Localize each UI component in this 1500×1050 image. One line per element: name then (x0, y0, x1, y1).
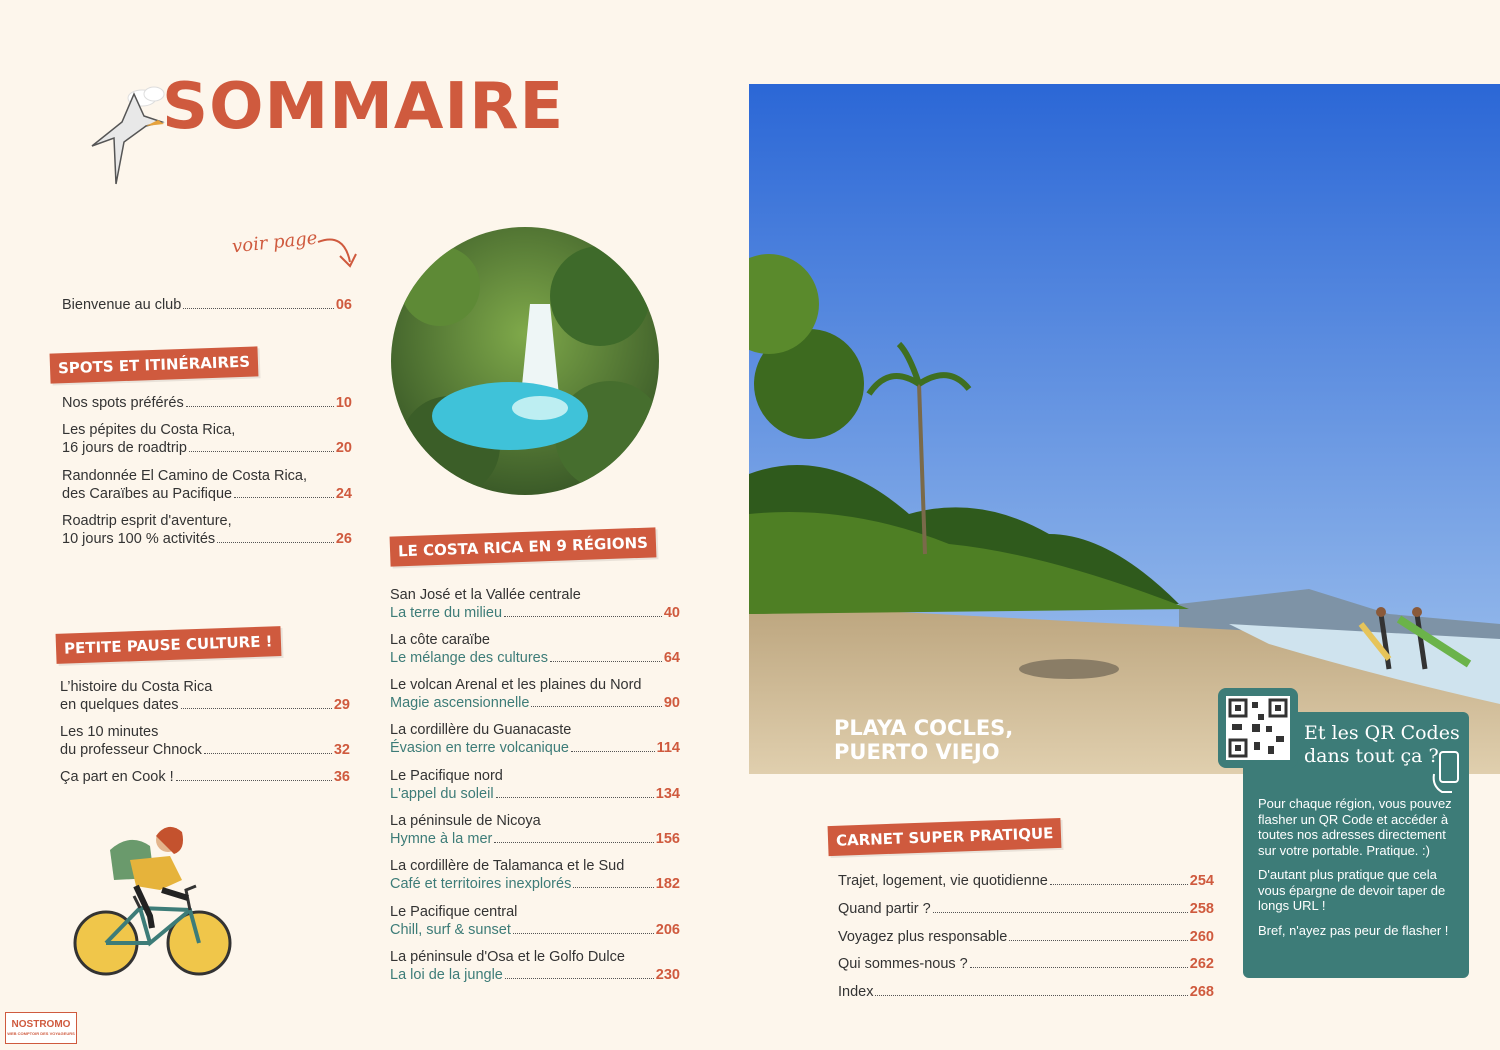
entry-sublabel: des Caraïbes au Pacifique (62, 486, 233, 502)
section-banner-carnet: CARNET SUPER PRATIQUE (828, 818, 1062, 856)
entry-page: 114 (656, 740, 680, 756)
beach-photo (749, 84, 1500, 774)
toc-entry[interactable] (390, 586, 680, 622)
entry-page: 40 (663, 605, 680, 621)
toc-entry[interactable] (838, 983, 1214, 1001)
entry-sublabel: Café et territoires inexplorés (390, 876, 572, 892)
entry-sublabel: La loi de la jungle (390, 967, 503, 983)
toc-entry[interactable] (62, 394, 352, 412)
caption-line: PUERTO VIEJO (834, 740, 1000, 764)
entry-label: Nos spots préférés (62, 395, 184, 411)
toc-entry[interactable] (838, 928, 1214, 946)
entry-sublabel: La terre du milieu (390, 605, 503, 621)
toc-entry[interactable] (60, 768, 350, 786)
entry-page: 156 (655, 831, 680, 847)
toc-entry[interactable] (390, 903, 680, 939)
logo-tagline: WEB COMPTOIR DES VOYAGEURS (7, 1031, 75, 1036)
toc-entry[interactable] (62, 467, 352, 503)
entry-sublabel: Évasion en terre volcanique (390, 740, 569, 756)
entry-label: L’histoire du Costa Rica (60, 679, 213, 695)
section-banner-regions: LE COSTA RICA EN 9 RÉGIONS (390, 527, 657, 566)
qr-code-icon (1226, 696, 1290, 760)
entry-label: Le volcan Arenal et les plaines du Nord (390, 677, 642, 693)
toc-entry[interactable] (62, 512, 352, 548)
entry-sublabel: Le mélange des cultures (390, 650, 548, 666)
toc-entry[interactable] (390, 857, 680, 893)
entry-sublabel: Hymne à la mer (390, 831, 493, 847)
phone-hand-icon (1430, 750, 1464, 794)
qr-paragraph: Pour chaque région, vous pouvez flasher un QR Code et accéder à toutes nos adresses directement sur votre portable. Pratique. :) (1258, 796, 1452, 858)
entry-label: Les 10 minutes (60, 724, 159, 740)
entry-page: 182 (655, 876, 680, 892)
qr-paragraph: Bref, n'ayez pas peur de flasher ! (1258, 922, 1449, 938)
entry-sublabel: du professeur Chnock (60, 742, 202, 758)
entry-page: 24 (335, 486, 352, 502)
toc-entry[interactable] (390, 948, 680, 984)
entry-label: San José et la Vallée centrale (390, 587, 581, 603)
entry-page: 260 (1189, 929, 1214, 945)
entry-label: Quand partir ? (838, 901, 931, 917)
entry-label: La péninsule de Nicoya (390, 813, 541, 829)
entry-sublabel: 10 jours 100 % activités (62, 531, 216, 547)
entry-page: 258 (1189, 901, 1214, 917)
toc-entry[interactable] (838, 872, 1214, 890)
entry-sublabel: Chill, surf & sunset (390, 922, 511, 938)
toc-entry[interactable] (390, 812, 680, 848)
entry-page: 268 (1189, 984, 1214, 1000)
entry-label: Le Pacifique nord (390, 768, 503, 784)
entry-page: 230 (655, 967, 680, 983)
arrow-down-icon (314, 232, 362, 274)
toc-entry[interactable] (60, 723, 350, 759)
entry-label: Qui sommes-nous ? (838, 956, 968, 972)
page-title: SOMMAIRE (162, 70, 565, 144)
entry-page: 90 (663, 695, 680, 711)
entry-sublabel: L'appel du soleil (390, 786, 494, 802)
qr-text (1258, 796, 1463, 947)
entry-label: Trajet, logement, vie quotidienne (838, 873, 1048, 889)
entry-page: 36 (333, 769, 350, 785)
qr-heading-line: Et les QR Codes (1304, 722, 1460, 744)
caption-line: PLAYA COCLES, (834, 716, 1014, 740)
toc-entry[interactable] (390, 676, 680, 712)
toc-entry[interactable] (390, 631, 680, 667)
entry-label: Les pépites du Costa Rica, (62, 422, 236, 438)
entry-label: Bienvenue au club (62, 297, 182, 313)
entry-label: La cordillère de Talamanca et le Sud (390, 858, 625, 874)
cyclist-illustration (70, 820, 235, 985)
entry-page: 20 (335, 440, 352, 456)
waterfall-photo (390, 226, 660, 496)
qr-heading-line: dans tout ça ? (1304, 745, 1439, 767)
entry-page: 206 (655, 922, 680, 938)
toc-entry-intro[interactable] (62, 296, 352, 314)
nostromo-logo (5, 1012, 77, 1044)
entry-page: 26 (335, 531, 352, 547)
seagull-illustration (84, 76, 174, 188)
entry-label: La cordillère du Guanacaste (390, 722, 572, 738)
section-banner-culture: PETITE PAUSE CULTURE ! (56, 626, 281, 664)
entry-page: 32 (333, 742, 350, 758)
toc-entry[interactable] (838, 955, 1214, 973)
logo-name: NOSTROMO (11, 1019, 71, 1030)
toc-entry[interactable] (62, 421, 352, 457)
photo-caption (834, 716, 1013, 764)
entry-page: 254 (1189, 873, 1214, 889)
entry-sublabel: en quelques dates (60, 697, 179, 713)
section-banner-spots: SPOTS ET ITINÉRAIRES (50, 346, 259, 383)
entry-label: Le Pacifique central (390, 904, 518, 920)
entry-label: La côte caraïbe (390, 632, 490, 648)
voir-page-note: voir page (231, 227, 319, 258)
entry-label: Roadtrip esprit d'aventure, (62, 513, 232, 529)
toc-entry[interactable] (390, 767, 680, 803)
toc-entry[interactable] (60, 678, 350, 714)
entry-sublabel: Magie ascensionnelle (390, 695, 530, 711)
entry-label: Ça part en Cook ! (60, 769, 174, 785)
entry-label: Index (838, 984, 874, 1000)
qr-paragraph: D'autant plus pratique que cela vous épargne de devoir taper de longs URL ! (1258, 867, 1446, 913)
entry-page: 29 (333, 697, 350, 713)
entry-label: La péninsule d'Osa et le Golfo Dulce (390, 949, 625, 965)
qr-code-frame (1218, 688, 1298, 768)
entry-page: 262 (1189, 956, 1214, 972)
entry-page: 64 (663, 650, 680, 666)
toc-entry[interactable] (390, 721, 680, 757)
entry-label: Randonnée El Camino de Costa Rica, (62, 468, 308, 484)
entry-label: Voyagez plus responsable (838, 929, 1008, 945)
toc-entry[interactable] (838, 900, 1214, 918)
entry-page: 134 (655, 786, 680, 802)
entry-page: 06 (335, 297, 352, 313)
entry-page: 10 (335, 395, 352, 411)
entry-sublabel: 16 jours de roadtrip (62, 440, 187, 456)
